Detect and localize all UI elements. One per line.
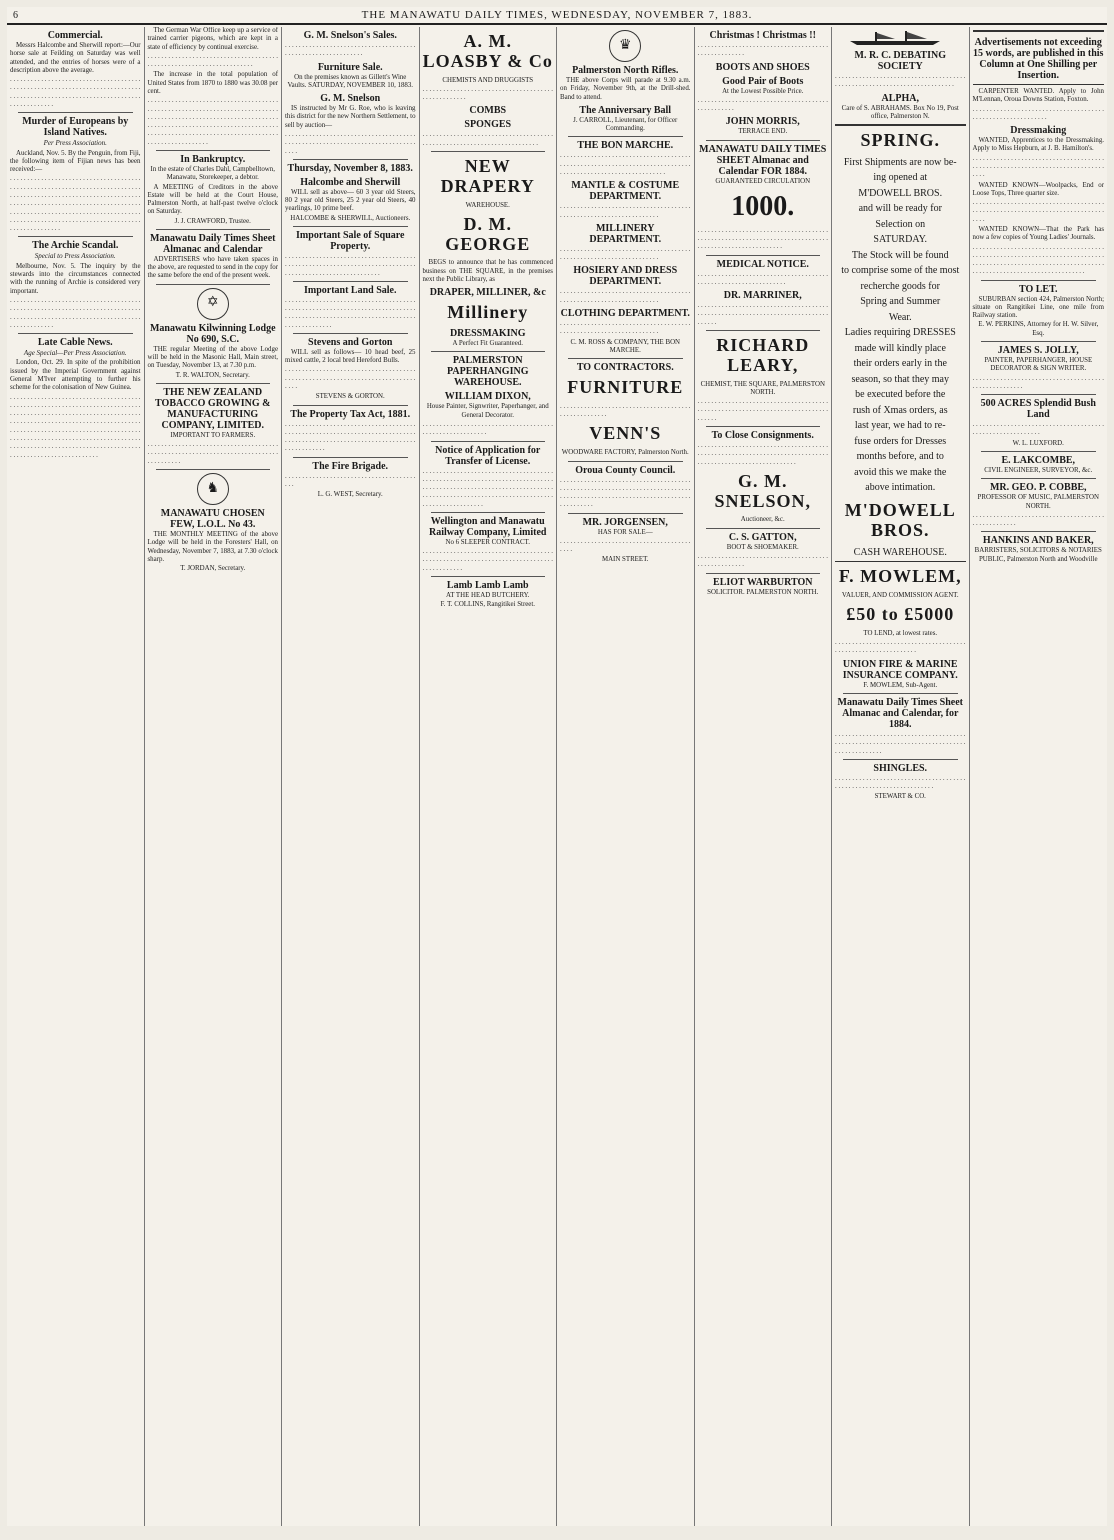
column-8: Advertisements not exceeding 15 words, are published in this Column at One Shilling per Insertion. CARPENTER WANTED. Apply to John M'Lennan, Oroua Downs Station, Foxton. . . . . . . . . . . . . . . . . . . . . . . . . . . . . . . . . . . . . . . . . . . . . . . . . . . . . . . . . . . . . Dressmaking WANTED, Apprentices to the Dressmaking. Apply to Miss Hepburn, at J. B. Hamilton's. . . . . . . . . . . . . . . . . . . . . . . . . . . . . . . . . . . . . . . . . . . . . . . . . . . . . . . . . . . . . . . . . . . . . . . . . . . . . . . . . WANTED KNOWN—Woolpacks, End or Loose Tops, Three quarter size. . . . . . . . . . . . . . . . . . . . . . . . . . . . . . . . . . . . . . . . . . . . . . . . . . . . . . . . . . . . . . . . . . . . . . . . . . . . . . . . . WANTED KNOWN—That the Park has now a few copies of Young Ladies' Journals. . . . . . . . . . . . . . . . . . . . . . . . . . . . . . . . . . . . . . . . . . . . . . . . . . . . . . . . . . . . . . . . . . . . . . . . . . . . . . . . . . . . . . . . . . . . . . . . . . . . . . . . . . . . . . . . . . . . . . . . . . . . . . . . . . . . . . . . . . . . . . . . . . . . TO LET. SUBURBAN section 424, Palmerston North; situate on Rangitikei Line, one mile from Railway station. E. W. PERKINS, Attorney for H. W. Silver, Esq. JAMES S. JOLLY, PAINTER, PAPERHANGER, HOUSE DECORATOR & SIGN WRITER. . . . . . . . . . . . . . . . . . . . . . . . . . . . . . . . . . . . . . . . . . . . . . . . . . . . . . 500 ACRES Splendid Bush Land . . . . . . . . . . . . . . . . . . . . . . . . . . . . . . . . . . . . . . . . . . . . . . . . . . . . . . . . . . W. L. LUXFORD. E. LAKCOMBE, CIVIL ENGINEER, SURVEYOR, &c. MR. GEO. P. COBBE, PROFESSOR OF MUSIC, PALMERSTON NORTH. . . . . . . . . . . . . . . . . . . . . . . . . . . . . . . . . . . . . . . . . . . . . . . . . . . . HANKINS AND BAKER, BARRISTERS, SOLICITORS & NOTARIES PUBLIC, Palmerston North and Woodville — [970, 27, 1108, 1526]
loasby-subheading: CHEMISTS AND DRUGGISTS — [442, 76, 534, 84]
page-number: 6 — [13, 9, 19, 21]
circulation-label: GUARANTEED CIRCULATION — [715, 177, 811, 185]
spring-line-9: recherche goods for — [860, 280, 940, 292]
column-5: ♛ Palmerston North Rifles. THE above Corps will parade at 9.30 a.m. on Friday, November 9th, at the Drill-shed. Band to attend. The Anniversary Ball J. CARROLL, Lieutenant, for Officer Commanding. THE BON MARCHE. . . . . . . . . . . . . . . . . . . . . . . . . . . . . . . . . . . . . . . . . . . . . . . . . . . . . . . . . . . . . . . . . . . . . . . . . . . . . . . . . . . . . . . . . . . . . . . . . . . . . . . . . . . . MANTLE & COSTUME DEPARTMENT. . . . . . . . . . . . . . . . . . . . . . . . . . . . . . . . . . . . . . . . . . . . . . . . . . . . . . . . . . . . . . . . . . . . MILLINERY DEPARTMENT. . . . . . . . . . . . . . . . . . . . . . . . . . . . . . . . . . . . . . . . . . . . . . . . . . . . . . . . . . . . . . . . . . . . HOSIERY AND DRESS DEPARTMENT. . . . . . . . . . . . . . . . . . . . . . . . . . . . . . . . . . . . . . . . . . . . . . . . . . . . . . . . . . . . . . . . . . . . CLOTHING DEPARTMENT. . . . . . . . . . . . . . . . . . . . . . . . . . . . . . . . . . . . . . . . . . . . . . . . . . . . . . . . . . . . . . . . . . . . C. M. ROSS & COMPANY, THE BON MARCHE. TO CONTRACTORS. FURNITURE . . . . . . . . . . . . . . . . . . . . . . . . . . . . . . . . . . . . . . . . . . . . . . . . . . . . VENN'S WOODWARE FACTORY, Palmerston North. Oroua County Council. . . . . . . . . . . . . . . . . . . . . . . . . . . . . . . . . . . . . . . . . . . . . . . . . . . . . . . . . . . . . . . . . . . . . . . . . . . . . . . . . . . . . . . . . . . . . . . . . . . . . . . . . . . . . . . . . . . . . . . . . . . . . MR. JORGENSEN, HAS FOR SALE— . . . . . . . . . . . . . . . . . . . . . . . . . . . . . . . . . . . . . . . . . . MAIN STREET. — [557, 27, 695, 1526]
debating-society-heading: M. R. C. DEBATING SOCIETY — [854, 50, 946, 72]
mdowell-heading: M'DOWELL BROS. — [844, 499, 956, 540]
chosen-few-signature: T. JORDAN, Secretary. — [180, 565, 246, 573]
snelson-auctioneer-sub: Auctioneer, &c. — [740, 516, 785, 524]
lakcombe-heading: E. LAKCOMBE, — [1001, 455, 1076, 466]
perfect-fit-text: A Perfect Fit Guaranteed. — [452, 340, 523, 348]
halcombe-signature: HALCOMBE & SHERWILL, Auctioneers. — [290, 214, 411, 222]
classified-heading: Advertisements not exceeding 15 words, are published in this Column at One Shilling per Insertion. — [973, 37, 1104, 81]
land-sale-heading: Important Land Sale. — [303, 284, 397, 296]
morris-subheading: TERRACE END. — [738, 128, 788, 136]
marriner-heading: DR. MARRINER, — [723, 290, 802, 302]
george-text: BEGS to announce that he has commenced business on THE SQUARE, in the premises next the Public Library, as — [422, 259, 553, 284]
christmas-heading: Christmas ! Christmas !! — [709, 30, 816, 41]
spring-line-4: and will be ready for — [858, 203, 942, 215]
archie-heading: The Archie Scandal. — [32, 240, 119, 252]
new-drapery-heading: NEW DRAPERY — [440, 156, 535, 196]
cash-warehouse-text: CASH WAREHOUSE. — [853, 546, 947, 558]
railway-heading: Wellington and Manawatu Railway Company, Limited — [428, 515, 547, 538]
column-7: M. R. C. DEBATING SOCIETY . . . . . . . . . . . . . . . . . . . . . . . . . . . . . . . . . . . . . . . . . . . . . . . . . . . . . . . . . . . . . . . . . . . . . . . . . ALPHA, Care of S. ABRAHAMS. Box No 19, Post office, Palmerston N. SPRING. First Shipments are now be- ing opened at M'DOWELL BROS. and will be ready for Selection on SATURDAY. The Stock will be found to comprise some of the most recherche goods for Spring and Summer Wear. Ladies requiring DRESSES made will kindly place their orders early in the season, so that they may be executed before the rush of Xmas orders, as last year, we had to re- fuse orders for Dresses months before, and to avoid this we make the above intimation. M'DOWELL BROS. CASH WAREHOUSE. F. MOWLEM, VALUER, AND COMMISSION AGENT. £50 to £5000 TO LEND, at lowest rates. . . . . . . . . . . . . . . . . . . . . . . . . . . . . . . . . . . . . . . . . . . . . . . . . . . . . . . . . . . . . . . UNION FIRE & MARINE INSURANCE COMPANY. F. MOWLEM, Sub-Agent. Manawatu Daily Times Sheet Almanac and Calendar, for 1884. . . . . . . . . . . . . . . . . . . . . . . . . . . . . . . . . . . . . . . . . . . . . . . . . . . . . . . . . . . . . . . . . . . . . . . . . . . . . . . . . . . . . . . . . . . SHINGLES. . . . . . . . . . . . . . . . . . . . . . . . . . . . . . . . . . . . . . . . . . . . . . . . . . . . . . . . . . . . . . . . . . . . STEWART & CO. — [832, 27, 970, 1526]
loan-amount-heading: £50 to £5000 — [846, 604, 955, 625]
spring-line-18: last year, we had to re- — [854, 420, 946, 432]
leary-heading: RICHARD LEARY, — [716, 335, 810, 375]
column-1: Commercial. Messrs Halcombe and Sherwill report:—Our horse sale at Feilding on Saturday was well attended, and the entries of horses were of a description above the average. . . . . . . . . . . . . . . . . . . . . . . . . . . . . . . . . . . . . . . . . . . . . . . . . . . . . . . . . . . . . . . . . . . . . . . . . . . . . . . . . . . . . . . . . . . . . . . . . . . . . . . . . . . . . . . . . . . . . . . . . . . . . . . . Murder of Europeans by Island Natives. Per Press Association. Auckland, Nov. 5. By the Penguin, from Fiji, the following item of Fijian news has been received:— . . . . . . . . . . . . . . . . . . . . . . . . . . . . . . . . . . . . . . . . . . . . . . . . . . . . . . . . . . . . . . . . . . . . . . . . . . . . . . . . . . . . . . . . . . . . . . . . . . . . . . . . . . . . . . . . . . . . . . . . . . . . . . . . . . . . . . . . . . . . . . . . . . . . . . . . . . . . . . . . . . . . . . . . . . . . . . . . . . . . . . . . . . . . . . . . . . . . . . . . . . . . . . . . . . . . . . . . . . . . . . . . . . . . . . . . . . . . . . . . . . . The Archie Scandal. Special to Press Association. Melbourne, Nov. 5. The inquiry by the stewards into the circumstances connected with the running of Archie is considered very important. . . . . . . . . . . . . . . . . . . . . . . . . . . . . . . . . . . . . . . . . . . . . . . . . . . . . . . . . . . . . . . . . . . . . . . . . . . . . . . . . . . . . . . . . . . . . . . . . . . . . . . . . . . . . . . . . . . . . . . . . . . . . . . . Late Cable News. Age Special—Per Press Association. London, Oct. 29. In spite of the prohibition issued by the Imperial Government against General M'Iver attempting to further his scheme for the colonisation of New Guinea. . . . . . . . . . . . . . . . . . . . . . . . . . . . . . . . . . . . . . . . . . . . . . . . . . . . . . . . . . . . . . . . . . . . . . . . . . . . . . . . . . . . . . . . . . . . . . . . . . . . . . . . . . . . . . . . . . . . . . . . . . . . . . . . . . . . . . . . . . . . . . . . . . . . . . . . . . . . . . . . . . . . . . . . . . . . . . . . . . . . . . . . . . . . . . . . . . . . . . . . . . . . . . . . . . . . . . . . . . . . . . . . . . . . . . . . . . . . . . . . . . . . . . . . . . . . . . . . . . . . . . . . . . . . . . . . . . . . . . . . . . . . . . . . . . . . . — [7, 27, 145, 1526]
apprentices-wanted-text: WANTED, Apprentices to the Dressmaking. Apply to Miss Hepburn, at J. B. Hamilton's. — [972, 137, 1104, 153]
snelson-auctioneer-heading: G. M. SNELSON, — [714, 470, 812, 511]
contractors-heading: TO CONTRACTORS. — [576, 362, 674, 374]
spring-line-17: rush of Xmas orders, as — [852, 404, 948, 416]
almanac-heading: Manawatu Daily Times Sheet Almanac and Calendar — [150, 232, 276, 255]
halcombe-text: WILL sell as above— 60 3 year old Steers, 80 2 year old Steers, 25 2 year old Steers, 40 yearlings, 10 prime beef. — [285, 188, 416, 213]
population-text: The increase in the total population of United States from 1870 to 1880 was 30.08 per cent. — [147, 71, 278, 95]
murder-source: Per Press Association. — [43, 139, 107, 148]
lodge-notice: THE regular Meeting of the above Lodge will be held in the Masonic Hall, Main street, on Tuesday, November 13, at 7.30 p.m. — [147, 345, 278, 370]
bon-marche-heading: THE BON MARCHE. — [577, 140, 674, 152]
hankins-heading: HANKINS AND BAKER, — [982, 535, 1094, 547]
rifles-text: THE above Corps will parade at 9.30 a.m. on Friday, November 9th, at the Drill-shed. Band to attend. — [560, 77, 691, 101]
combs-heading: COMBS — [469, 105, 507, 117]
lamb-heading: Lamb Lamb Lamb — [446, 580, 529, 592]
tobacco-subheading: IMPORTANT TO FARMERS. — [170, 431, 256, 439]
lakcombe-subheading: CIVIL ENGINEER, SURVEYOR, &c. — [984, 467, 1093, 474]
archie-source: Special to Press Association. — [34, 252, 116, 261]
warehouse-subheading: WAREHOUSE. — [465, 201, 510, 209]
bankruptcy-heading: In Bankruptcy. — [180, 153, 246, 165]
george-heading: D. M. GEORGE — [445, 213, 531, 254]
cable-heading: Late Cable News. — [37, 337, 113, 349]
halcombe-heading: Halcombe and Sherwill — [300, 176, 401, 188]
sale-date-heading: Thursday, November 8, 1883. — [287, 162, 413, 174]
bon-marche-signature: C. M. ROSS & COMPANY, THE BON MARCHE. — [570, 338, 681, 354]
spring-line-8: to comprise some of the most — [841, 265, 960, 277]
masthead-title: THE MANAWATU DAILY TIMES, WEDNESDAY, NOVEMBER 7, 1883. — [361, 9, 753, 21]
ship-icon — [835, 29, 966, 47]
butchery-signature: F. T. COLLINS, Rangitikei Street. — [440, 601, 535, 609]
consignments-heading: To Close Consignments. — [711, 430, 814, 442]
paperhanging-heading: PALMERSTON PAPERHANGING WAREHOUSE. — [447, 355, 529, 389]
spring-line-13: made will kindly place — [854, 342, 946, 354]
column-2: The German War Office keep up a service of trained carrier pigeons, which are kept in a state of efficiency by continual exercise. . . . . . . . . . . . . . . . . . . . . . . . . . . . . . . . . . . . . . . . . . . . . . . . . . . . . . . . . . . . . . . . . . . . . . The increase in the total population of United States from 1870 to 1880 was 30.08 per cent. . . . . . . . . . . . . . . . . . . . . . . . . . . . . . . . . . . . . . . . . . . . . . . . . . . . . . . . . . . . . . . . . . . . . . . . . . . . . . . . . . . . . . . . . . . . . . . . . . . . . . . . . . . . . . . . . . . . . . . . . . . . . . . . . . . . . . . . . . . . . . . . . . . . . . . . . . . . . . . . . . . . . . . . . . . . . . . . . . . . . . . . . . . . . . . . . . . . . . . . . . . . . . . . . In Bankruptcy. In the estate of Charles Dahl, Campbelltown, Manawatu, Storekeeper, a debtor. A MEETING of Creditors in the above Estate will be held at the Court House, Palmerston North, at half-past twelve o'clock on Saturday. J. J. CRAWFORD, Trustee. Manawatu Daily Times Sheet Almanac and Calendar ADVERTISERS who have taken spaces in the above, are requested to send in the copy for the same before the end of the present week. ✡ Manawatu Kilwinning Lodge No 690, S.C. THE regular Meeting of the above Lodge will be held in the Masonic Hall, Main street, on Tuesday, November 13, at 7.30 p.m. T. R. WALTON, Secretary. THE NEW ZEALAND TOBACCO GROWING & MANUFACTURING COMPANY, LIMITED. IMPORTANT TO FARMERS. . . . . . . . . . . . . . . . . . . . . . . . . . . . . . . . . . . . . . . . . . . . . . . . . . . . . . . . . . . . . . . . . . . . . . . . . . . . . . . . . . . . . . . ♞ MANAWATU CHOSEN FEW, L.O.L. No 43. THE MONTHLY MEETING of the above Lodge will be held in the Foresters' Hall, on Wednesday, November 7, 1883, at 7.30 o'clock sharp. T. JORDAN, Secretary. — [145, 27, 283, 1526]
furniture-sale-heading: Furniture Sale. — [317, 61, 383, 73]
good-boots-heading: Good Pair of Boots — [722, 75, 804, 87]
chosen-few-heading: MANAWATU CHOSEN FEW, L.O.L. No 43. — [160, 508, 265, 530]
fire-brigade-heading: The Fire Brigade. — [312, 460, 389, 472]
pigeons-text: The German War Office keep up a service of trained carrier pigeons, which are kept in a state of efficiency by continual exercise. — [147, 27, 278, 51]
dixon-heading: WILLIAM DIXON, — [444, 391, 531, 403]
circulation-number: 1000. — [731, 190, 795, 222]
tobacco-heading: THE NEW ZEALAND TOBACCO GROWING & MANUFACTURING COMPANY, LIMITED. — [155, 386, 271, 431]
morris-heading: JOHN MORRIS, — [725, 116, 800, 128]
carpenter-wanted-text: CARPENTER WANTED. Apply to John M'Lennan, Oroua Downs Station, Foxton. — [972, 88, 1104, 104]
cable-source: Age Special—Per Press Association. — [23, 349, 127, 358]
crest-icon: ♛ — [609, 30, 641, 62]
clothing-heading: CLOTHING DEPARTMENT. — [560, 307, 690, 319]
license-transfer-heading: Notice of Application for Transfer of License. — [435, 444, 541, 467]
mowlem-subheading: VALUER, AND COMMISSION AGENT. — [841, 591, 959, 599]
commercial-heading: Commercial. — [47, 30, 103, 41]
gatton-subheading: BOOT & SHOEMAKER. — [726, 543, 799, 551]
spring-line-15: season, so that they may — [851, 373, 949, 385]
murder-heading: Murder of Europeans by Island Natives. — [22, 116, 129, 139]
spring-line-6: SATURDAY. — [873, 234, 928, 246]
furniture-heading: FURNITURE — [567, 377, 684, 398]
property-tax-heading: The Property Tax Act, 1881. — [290, 408, 411, 420]
stevens-text: WILL sell as follows— 10 head beef, 25 mixed cattle, 2 local bred Hereford Bulls. — [285, 348, 416, 365]
sponges-heading: SPONGES — [464, 119, 512, 131]
mowlem-heading: F. MOWLEM, — [838, 566, 962, 587]
lodge-signature: T. R. WALTON, Secretary. — [175, 371, 250, 379]
dressmaking-classified-heading: Dressmaking — [1010, 125, 1067, 137]
calendar-heading: MANAWATU DAILY TIMES SHEET Almanac and Calendar FOR 1884. — [699, 143, 827, 177]
union-insurance-heading: UNION FIRE & MARINE INSURANCE COMPANY. — [842, 658, 958, 681]
column-3: G. M. Snelson's Sales. . . . . . . . . . . . . . . . . . . . . . . . . . . . . . . . . . . . . . . . . . . . . . . . . . . . . . . . . . . . . . Furniture Sale. On the premises known as Gillett's Wine Vaults. SATURDAY, NOVEMBER 10, 1883. G. M. Snelson IS instructed by Mr G. Roe, who is leaving this district for the new Northern Settlement, to sell by auction— . . . . . . . . . . . . . . . . . . . . . . . . . . . . . . . . . . . . . . . . . . . . . . . . . . . . . . . . . . . . . . . . . . . . . . . . . . . . . . . . Thursday, November 8, 1883. Halcombe and Sherwill WILL sell as above— 60 3 year old Steers, 80 2 year old Steers, 25 2 year old Steers, 40 yearlings, 10 prime beef. HALCOMBE & SHERWILL, Auctioneers. Important Sale of Square Property. . . . . . . . . . . . . . . . . . . . . . . . . . . . . . . . . . . . . . . . . . . . . . . . . . . . . . . . . . . . . . . . . . . . . . . . . . . . . . . . . . . . . . . . . . . . . . . . . . . . . . . . . Important Land Sale. . . . . . . . . . . . . . . . . . . . . . . . . . . . . . . . . . . . . . . . . . . . . . . . . . . . . . . . . . . . . . . . . . . . . . . . . . . . . . . . . . . . . . . . . . . . . . . . . . . . . . . . . . . . . . . . . . . . . . . . . . . . . . . . . Stevens and Gorton WILL sell as follows— 10 head beef, 25 mixed cattle, 2 local bred Hereford Bulls. . . . . . . . . . . . . . . . . . . . . . . . . . . . . . . . . . . . . . . . . . . . . . . . . . . . . . . . . . . . . . . . . . . . . . . . . . . . . . . . . STEVENS & GORTON. The Property Tax Act, 1881. . . . . . . . . . . . . . . . . . . . . . . . . . . . . . . . . . . . . . . . . . . . . . . . . . . . . . . . . . . . . . . . . . . . . . . . . . . . . . . . . . . . . . . . . . . . . . . . . . . . . . . . . . . . . . . . . . . . . . . . . . . . . . . The Fire Brigade. . . . . . . . . . . . . . . . . . . . . . . . . . . . . . . . . . . . . . . . . . L. G. WEST, Secretary. — [282, 27, 420, 1526]
cobbe-heading: MR. GEO. P. COBBE, — [989, 482, 1087, 494]
jolly-heading: JAMES S. JOLLY, — [997, 345, 1079, 357]
cable-text: London, Oct. 29. In spite of the prohibition issued by the Imperial Government against General M'Iver attempting to further his scheme for the colonisation of New Guinea. — [10, 359, 141, 392]
lodge-heading: Manawatu Kilwinning Lodge No 690, S.C. — [149, 322, 276, 345]
union-insurance-signature: F. MOWLEM, Sub-Agent. — [863, 681, 938, 689]
warburton-heading: ELIOT WARBURTON — [713, 576, 813, 588]
oroua-heading: Oroua County Council. — [575, 464, 676, 476]
snelson-sales-heading: G. M. Snelson's Sales. — [303, 30, 397, 41]
leary-subheading: CHEMIST, THE SQUARE, PALMERSTON NORTH. — [700, 380, 825, 396]
woolpacks-text: WANTED KNOWN—Woolpacks, End or Loose Tops, Three quarter size. — [972, 181, 1104, 197]
spring-line-12: Ladies requiring DRESSES — [844, 327, 956, 339]
spring-line-22: above intimation. — [865, 482, 936, 494]
boots-heading: BOOTS AND SHOES — [715, 61, 810, 73]
spring-line-1: First Shipments are now be- — [843, 156, 957, 168]
spring-line-11: Wear. — [888, 311, 912, 323]
snelson-heading: G. M. Snelson — [320, 93, 381, 105]
stevens-heading: Stevens and Gorton — [308, 336, 393, 348]
bush-land-heading: 500 ACRES Splendid Bush Land — [980, 398, 1096, 421]
masthead — [7, 7, 1107, 25]
draper-heading: DRAPER, MILLINER, &c — [429, 287, 546, 299]
spring-line-7: The Stock will be found — [851, 249, 949, 261]
horseman-emblem-icon: ♞ — [197, 473, 229, 505]
journals-text: WANTED KNOWN—That the Park has now a few copies of Young Ladies' Journals. — [972, 225, 1104, 242]
almanac-notice: ADVERTISERS who have taken spaces in the above, are requested to send in the copy for the same before the end of the present week. — [147, 255, 278, 280]
shingles-heading: SHINGLES. — [873, 762, 928, 774]
spring-line-10: Spring and Summer — [860, 296, 941, 308]
stevens-signature: STEVENS & GORTON. — [315, 393, 385, 401]
spring-heading: SPRING. — [860, 130, 940, 151]
lowest-price-text: At the Lowest Possible Price. — [722, 87, 804, 95]
square-property-heading: Important Sale of Square Property. — [296, 229, 405, 252]
spring-line-5: Selection on — [875, 218, 926, 230]
warburton-subheading: SOLICITOR. PALMERSTON NORTH. — [707, 588, 819, 596]
rifles-signature: J. CARROLL, Lieutenant, for Officer Commanding. — [573, 116, 678, 133]
hosiery-heading: HOSIERY AND DRESS DEPARTMENT. — [573, 265, 678, 288]
jolly-subheading: PAINTER, PAPERHANGER, HOUSE DECORATOR & SIGN WRITER. — [984, 357, 1093, 373]
suburban-section-text: SUBURBAN section 424, Palmerston North; situate on Rangitikei Line, one mile from Railway station. — [972, 295, 1104, 320]
venns-subheading: WOODWARE FACTORY, Palmerston North. — [561, 449, 689, 457]
medical-heading: MEDICAL NOTICE. — [716, 258, 809, 270]
columns — [7, 27, 1107, 1526]
dixon-subheading: House Painter, Signwriter, Paperhanger, and General Decorator. — [426, 403, 549, 419]
dressmaking-heading: DRESSMAKING — [449, 328, 526, 340]
hankins-subheading: BARRISTERS, SOLICITORS & NOTARIES PUBLIC, Palmerston North and Woodville — [974, 547, 1102, 563]
shingles-signature: STEWART & CO. — [874, 793, 926, 801]
spring-line-14: their orders early in the — [853, 358, 947, 370]
bankruptcy-signature: J. J. CRAWFORD, Trustee. — [174, 217, 251, 225]
column-4: A. M. LOASBY & Co CHEMISTS AND DRUGGISTS . . . . . . . . . . . . . . . . . . . . . . . . . . . . . . . . . . . . . . . . . . . . . . . . . . . COMBS SPONGES . . . . . . . . . . . . . . . . . . . . . . . . . . . . . . . . . . . . . . . . . . . . . . . . . . . . . . . . . . . . . . . . . . . . . . . . NEW DRAPERY WAREHOUSE. D. M. GEORGE BEGS to announce that he has commenced business on THE SQUARE, in the premises next the Public Library, as DRAPER, MILLINER, &c Millinery DRESSMAKING A Perfect Fit Guaranteed. PALMERSTON PAPERHANGING WAREHOUSE. WILLIAM DIXON, House Painter, Signwriter, Paperhanger, and General Decorator. . . . . . . . . . . . . . . . . . . . . . . . . . . . . . . . . . . . . . . . . . . . . . . . . . . . . . . . . . Notice of Application for Transfer of License. . . . . . . . . . . . . . . . . . . . . . . . . . . . . . . . . . . . . . . . . . . . . . . . . . . . . . . . . . . . . . . . . . . . . . . . . . . . . . . . . . . . . . . . . . . . . . . . . . . . . . . . . . . . . . . . . . . . . . . . . . . . . . . . . . . . . . . . . . . . . . . . . . . . . . . . . . . . . . . . . . . . . . . . . . . Wellington and Manawatu Railway Company, Limited No 6 SLEEPER CONTRACT. . . . . . . . . . . . . . . . . . . . . . . . . . . . . . . . . . . . . . . . . . . . . . . . . . . . . . . . . . . . . . . . . . . . . . . . . . . . . . . . . . . . . . . . . Lamb Lamb Lamb AT THE HEAD BUTCHERY. F. T. COLLINS, Rangitikei Street. — [420, 27, 558, 1526]
chosen-few-notice: THE MONTHLY MEETING of the above Lodge will be held in the Foresters' Hall, on Wednesday, November 7, 1883, at 7.30 o'clock sharp. — [147, 531, 278, 563]
gatton-heading: C. S. GATTON, — [728, 531, 797, 543]
spring-advert — [835, 124, 966, 562]
snelson-text: IS instructed by Mr G. Roe, who is leaving this district for the new Northern Settlement, to sell by auction— — [285, 105, 416, 129]
venns-heading: VENN'S — [589, 423, 662, 444]
mantle-heading: MANTLE & COSTUME DEPARTMENT. — [571, 180, 680, 203]
rifles-heading: Palmerston North Rifles. — [572, 65, 679, 76]
spring-line-19: fuse orders for Dresses — [854, 435, 947, 447]
spring-line-21: avoid this we make the — [854, 466, 947, 478]
bankruptcy-notice: A MEETING of Creditors in the above Estate will be held at the Court House, Palmerston North, at half-past twelve o'clock on Saturday. — [147, 183, 278, 216]
sleeper-contract: No 6 SLEEPER CONTRACT. — [445, 538, 530, 546]
perkins-signature: E. W. PERKINS, Attorney for H. W. Silver, Esq. — [978, 321, 1099, 337]
column-6: Christmas ! Christmas !! . . . . . . . . . . . . . . . . . . . . . . . . . . . . . . . . . . . . . . . . . . . . . . . . . . . . BOOTS AND SHOES Good Pair of Boots At the Lowest Possible Price. . . . . . . . . . . . . . . . . . . . . . . . . . . . . . . . . . . . . . . . . . . . . . . . . . JOHN MORRIS, TERRACE END. MANAWATU DAILY TIMES SHEET Almanac and Calendar FOR 1884. GUARANTEED CIRCULATION 1000. . . . . . . . . . . . . . . . . . . . . . . . . . . . . . . . . . . . . . . . . . . . . . . . . . . . . . . . . . . . . . . . . . . . . . . . . . . . . . . . . . . . . . . . . . . . . . . . . . . . . . MEDICAL NOTICE. . . . . . . . . . . . . . . . . . . . . . . . . . . . . . . . . . . . . . . . . . . . . . . . . . . . . . . . . . . . . . . . . DR. MARRINER, . . . . . . . . . . . . . . . . . . . . . . . . . . . . . . . . . . . . . . . . . . . . . . . . . . . . . . . . . . . . . . . . . . . . . . . . . . . . . . . . . . RICHARD LEARY, CHEMIST, THE SQUARE, PALMERSTON NORTH. . . . . . . . . . . . . . . . . . . . . . . . . . . . . . . . . . . . . . . . . . . . . . . . . . . . . . . . . . . . . . . . . . . . . . . . . . . . . . . . . . . To Close Consignments. . . . . . . . . . . . . . . . . . . . . . . . . . . . . . . . . . . . . . . . . . . . . . . . . . . . . . . . . . . . . . . . . . . . . . . . . . . . . . . . . . . . . . . . . . . . . . . . . . . . . . . . . . G. M. SNELSON, Auctioneer, &c. C. S. GATTON, BOOT & SHOEMAKER. . . . . . . . . . . . . . . . . . . . . . . . . . . . . . . . . . . . . . . . . . . . . . . . . . . . . ELIOT WARBURTON SOLICITOR. PALMERSTON NORTH. — [695, 27, 833, 1526]
spring-line-20: months before, and to — [856, 451, 944, 463]
fire-brigade-signature: L. G. WEST, Secretary. — [317, 491, 383, 499]
jorgensen-heading: MR. JORGENSEN, — [582, 516, 668, 528]
bankruptcy-estate: In the estate of Charles Dahl, Campbelltown, Manawatu, Storekeeper, a debtor. — [150, 165, 275, 182]
jorgensen-subheading: HAS FOR SALE— — [597, 528, 653, 536]
masonic-emblem-icon: ✡ — [197, 288, 229, 320]
furniture-sale-details: On the premises known as Gillett's Wine Vaults. SATURDAY, NOVEMBER 10, 1883. — [287, 73, 414, 89]
spring-line-2: ing opened at — [873, 172, 928, 184]
murder-text: Auckland, Nov. 5. By the Penguin, from Fiji, the following item of Fijian news has been received:— — [10, 149, 141, 174]
butchery-subheading: AT THE HEAD BUTCHERY. — [446, 592, 530, 600]
spring-line-16: be executed before the — [855, 389, 946, 401]
millinery-heading: Millinery — [447, 302, 529, 323]
classified-banner — [973, 30, 1105, 85]
alpha-heading: ALPHA, — [881, 92, 919, 104]
almanac-1884-heading: Manawatu Daily Times Sheet Almanac and Calendar, for 1884. — [837, 697, 963, 731]
commercial-text: Messrs Halcombe and Sherwill report:—Our horse sale at Feilding on Saturday was well attended, and the entries of horses were of a description above the average. — [10, 42, 141, 74]
loasby-heading: A. M. LOASBY & Co — [422, 31, 553, 71]
millinery-dept-heading: MILLINERY DEPARTMENT. — [589, 222, 662, 245]
archie-text: Melbourne, Nov. 5. The inquiry by the stewards into the circumstances connected with the running of Archie is considered very important. — [10, 262, 141, 295]
spring-line-3: M'DOWELL BROS. — [858, 187, 943, 199]
ball-heading: The Anniversary Ball — [579, 104, 672, 116]
alpha-address: Care of S. ABRAHAMS. Box No 19, Post office, Palmerston N. — [841, 104, 959, 120]
cobbe-subheading: PROFESSOR OF MUSIC, PALMERSTON NORTH. — [977, 494, 1099, 510]
luxford-signature: W. L. LUXFORD. — [1012, 439, 1064, 447]
newspaper-page — [7, 7, 1107, 1526]
to-let-heading: TO LET. — [1018, 283, 1058, 295]
loan-rates-text: TO LEND, at lowest rates. — [863, 629, 938, 637]
jorgensen-signature: MAIN STREET. — [601, 556, 649, 564]
